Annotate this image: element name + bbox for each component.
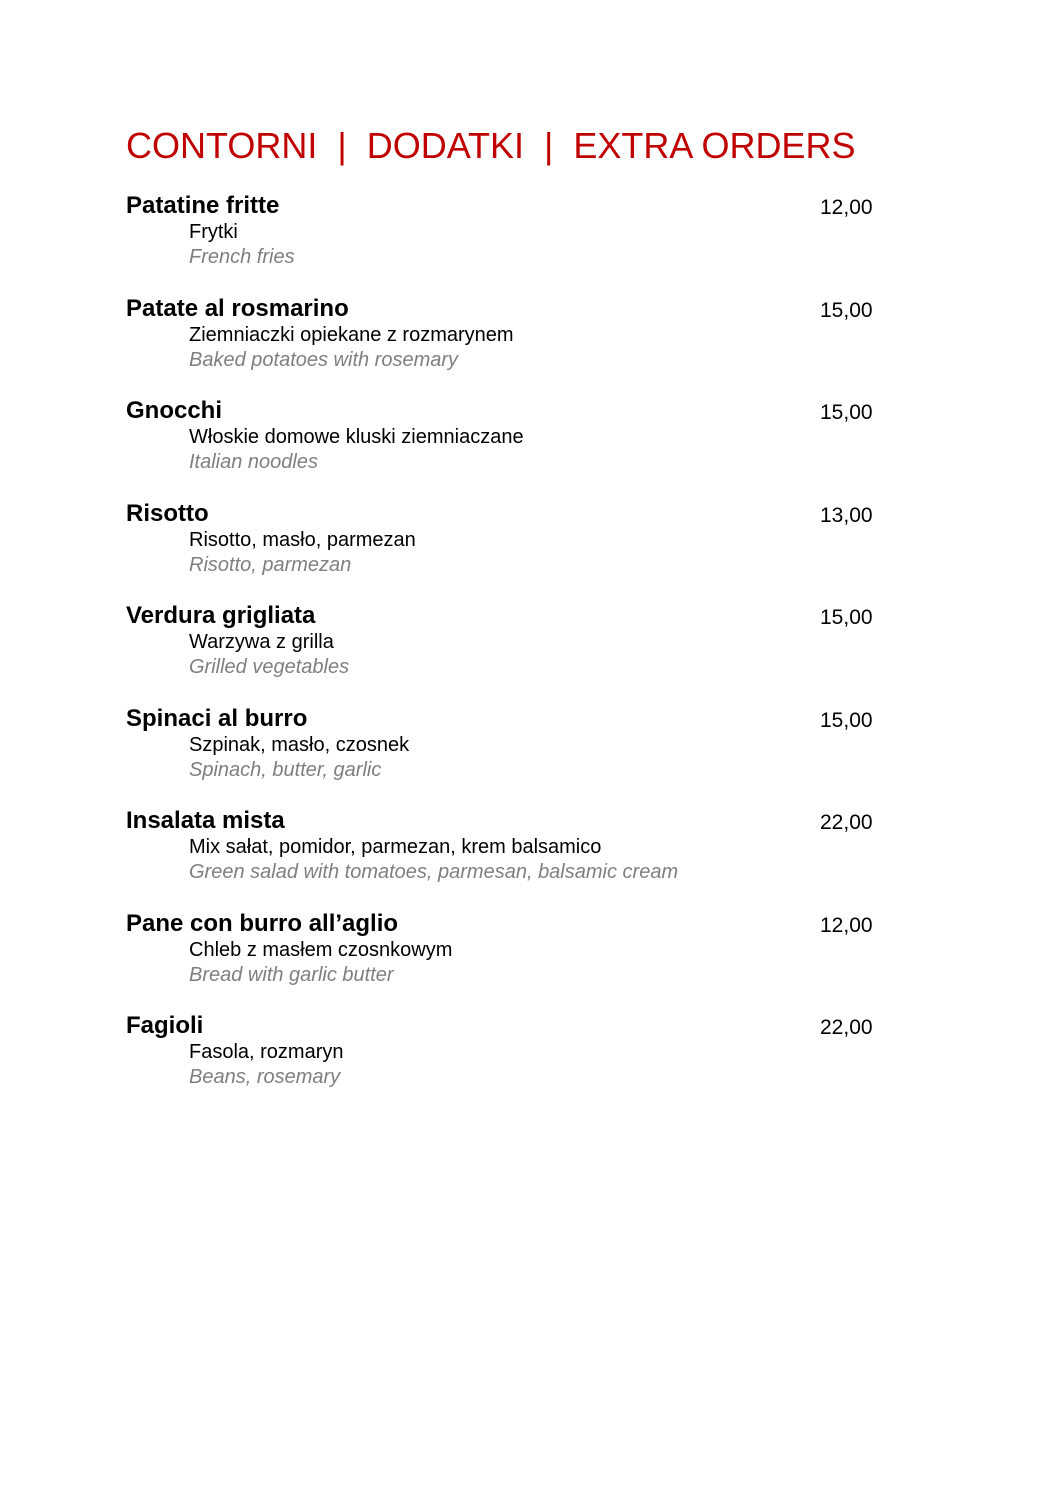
menu-item	[126, 191, 886, 294]
item-description-english: Green salad with tomatoes, parmesan, balsamic cream	[189, 861, 679, 883]
item-name: Patate al rosmarino	[126, 294, 349, 322]
item-description-english: Italian noodles	[189, 451, 318, 473]
item-description-polish: Mix sałat, pomidor, parmezan, krem balsamico	[189, 836, 602, 858]
item-price: 22,00	[820, 1016, 873, 1039]
item-description-english: Bread with garlic butter	[189, 963, 394, 986]
item-description-polish: Frytki	[189, 221, 238, 243]
item-name: Spinaci al burro	[126, 704, 308, 732]
item-price: 12,00	[820, 196, 873, 219]
menu-item	[126, 704, 886, 807]
item-description-polish: Ziemniaczki opiekane z rozmarynem	[189, 323, 514, 346]
item-name: Insalata mista	[126, 807, 285, 834]
item-description-polish: Risotto, masło, parmezan	[189, 528, 416, 551]
item-price: 15,00	[820, 298, 873, 322]
menu-item	[126, 499, 886, 602]
item-description-polish: Włoskie domowe kluski ziemniaczane	[189, 426, 524, 448]
item-name: Fagioli	[126, 1012, 204, 1039]
item-name: Risotto	[126, 499, 209, 527]
item-price: 15,00	[820, 606, 873, 629]
item-description-english: Grilled vegetables	[189, 656, 350, 678]
menu-item	[126, 806, 886, 909]
menu-item	[126, 396, 886, 499]
item-price: 15,00	[820, 401, 873, 424]
menu-list	[126, 191, 886, 1114]
item-price: 15,00	[820, 708, 873, 732]
item-description-english: Spinach, butter, garlic	[189, 758, 382, 781]
item-description-english: French fries	[189, 246, 295, 268]
menu-item	[126, 1011, 886, 1114]
item-description-english: Baked potatoes with rosemary	[189, 348, 459, 371]
item-price: 13,00	[820, 503, 873, 527]
item-description-polish: Warzywa z grilla	[189, 631, 334, 653]
item-name: Pane con burro all’aglio	[126, 909, 399, 937]
menu-item	[126, 909, 886, 1012]
item-description-polish: Fasola, rozmaryn	[189, 1041, 344, 1063]
item-price: 22,00	[820, 811, 873, 834]
item-description-polish: Chleb z masłem czosnkowym	[189, 938, 453, 961]
item-description-english: Risotto, parmezan	[189, 553, 352, 576]
menu-title: CONTORNI | DODATKI | EXTRA ORDERS	[126, 125, 856, 166]
item-description-polish: Szpinak, masło, czosnek	[189, 733, 410, 756]
item-name: Gnocchi	[126, 397, 223, 424]
item-name: Verdura grigliata	[126, 602, 316, 629]
item-description-english: Beans, rosemary	[189, 1066, 341, 1088]
item-name: Patatine fritte	[126, 192, 280, 219]
item-price: 12,00	[820, 913, 873, 937]
menu-item	[126, 601, 886, 704]
menu-item	[126, 294, 886, 397]
